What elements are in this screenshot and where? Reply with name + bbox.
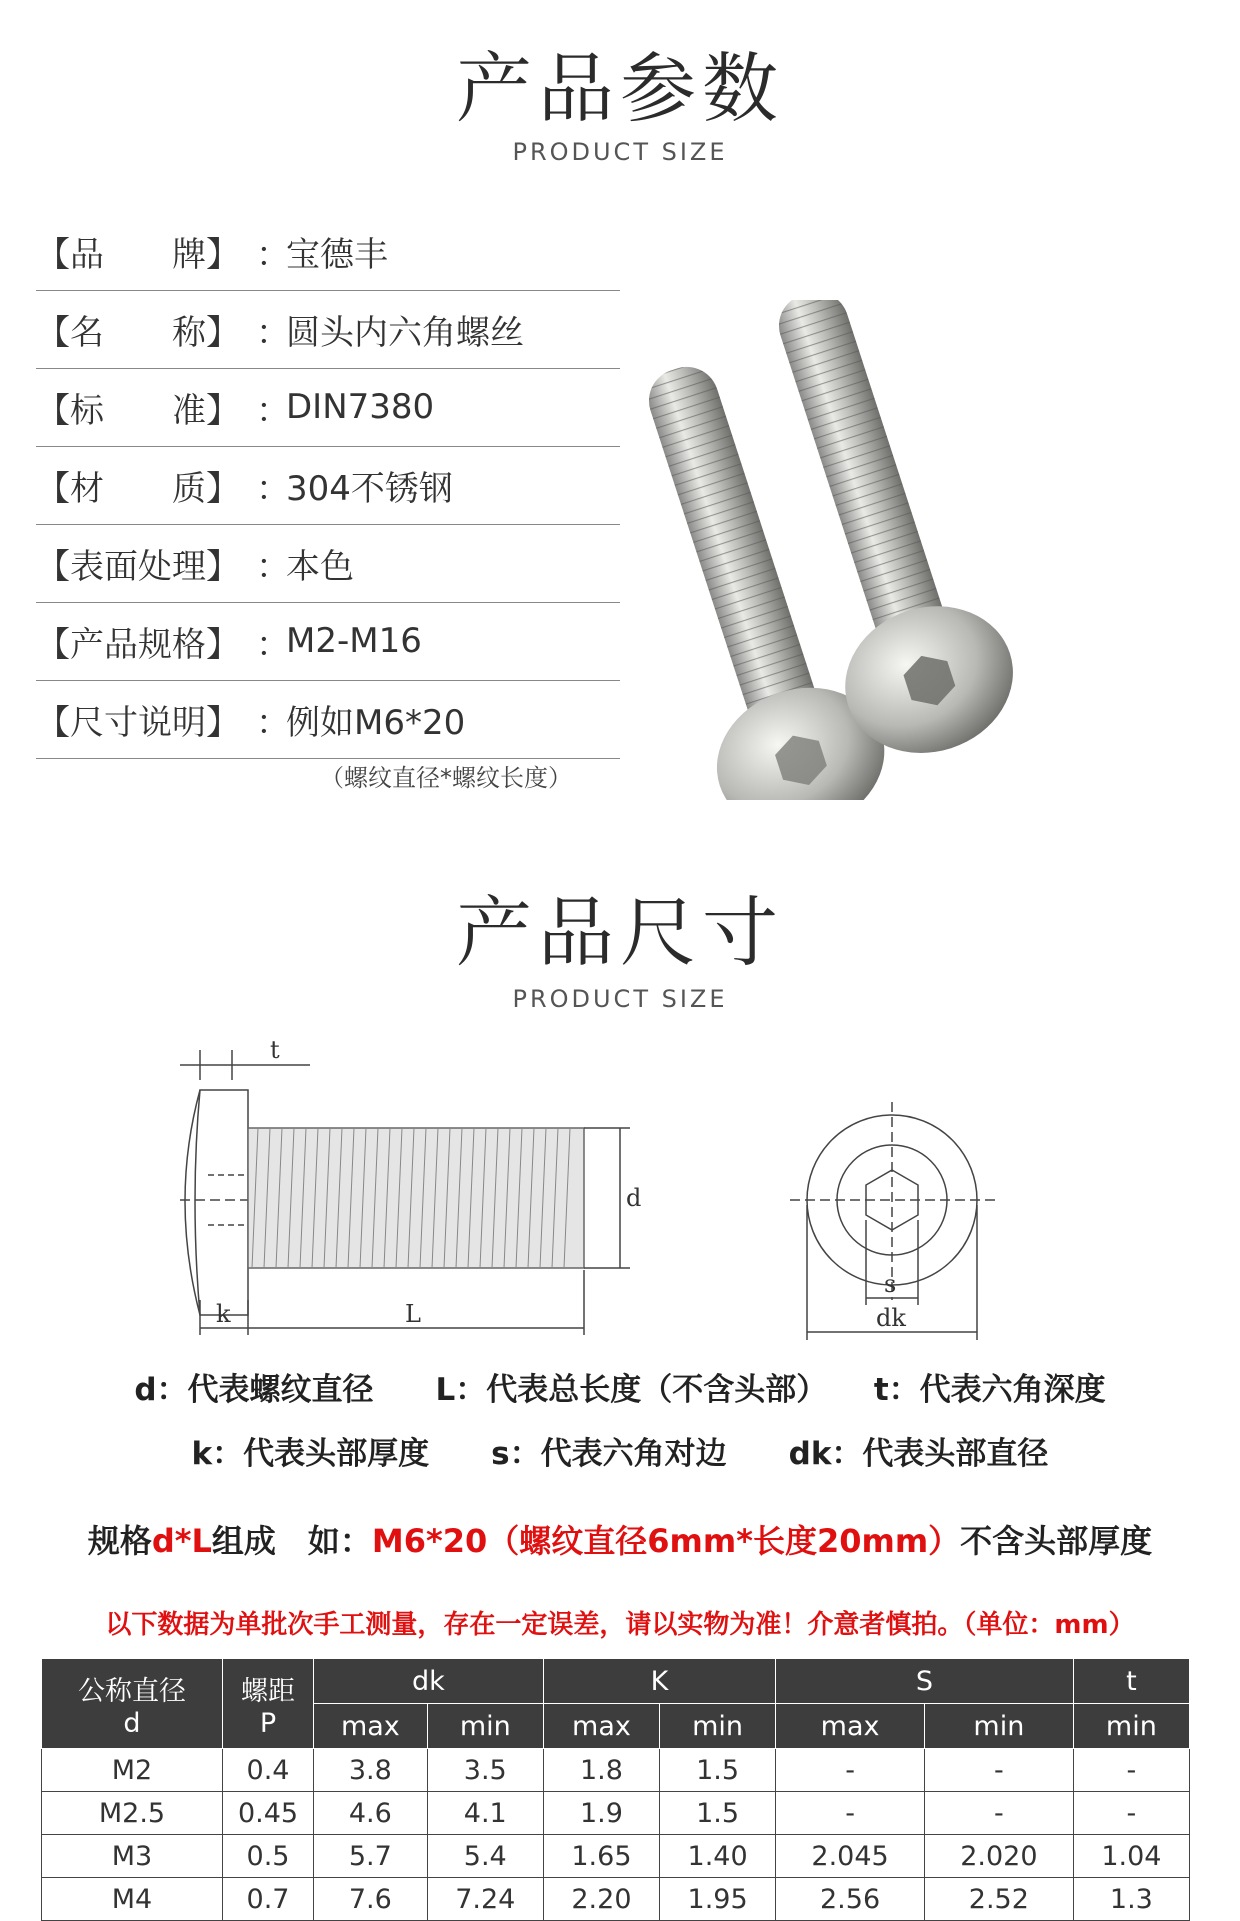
param-sep: ： <box>256 390 290 431</box>
param-row-surface <box>36 524 620 603</box>
dim-label-t: t <box>270 1036 280 1064</box>
col-dk: dk <box>314 1659 544 1704</box>
sub-dk-max: max <box>314 1704 428 1749</box>
legend-line-1 <box>0 1364 1240 1409</box>
legend-L: L：代表总长度（不含头部） <box>435 1372 812 1408</box>
sub-s-max: max <box>776 1704 925 1749</box>
table-row: M4 0.7 7.6 7.24 2.20 1.95 2.56 2.52 1.3 <box>42 1878 1190 1921</box>
dimension-drawing <box>150 1010 1050 1340</box>
col-k: K <box>543 1659 775 1704</box>
param-label: 【材 质】 <box>36 468 240 509</box>
param-row-size-desc <box>36 680 620 759</box>
param-label: 【尺寸说明】 <box>36 702 240 743</box>
param-row-standard <box>36 368 620 447</box>
param-value: 圆头内六角螺丝 <box>286 312 524 353</box>
bolt-product-image <box>640 300 1210 800</box>
params-title: 产品参数 <box>456 44 784 133</box>
sub-s-min: min <box>924 1704 1073 1749</box>
param-row-name <box>36 290 620 369</box>
param-label: 【产品规格】 <box>36 624 240 665</box>
param-label: 【名 称】 <box>36 312 240 353</box>
table-row: M3 0.5 5.7 5.4 1.65 1.40 2.045 2.020 1.04 <box>42 1835 1190 1878</box>
param-value: 例如M6*20 <box>286 702 466 743</box>
param-sep: ： <box>256 468 290 509</box>
param-row-spec <box>36 602 620 681</box>
dimension-table <box>41 1658 1190 1921</box>
sub-k-max: max <box>543 1704 659 1749</box>
param-sep: ： <box>256 702 290 743</box>
param-value: 本色 <box>286 546 354 587</box>
param-label: 【品 牌】 <box>36 234 240 275</box>
params-subtitle: PRODUCT SIZE <box>512 138 728 166</box>
param-sep: ： <box>256 546 290 587</box>
param-sep: ： <box>256 312 290 353</box>
col-nominal-diameter: 公称直径 d <box>42 1659 223 1749</box>
table-header-row <box>42 1659 1190 1704</box>
param-value: DIN7380 <box>286 387 435 427</box>
legend-k: k：代表头部厚度 <box>191 1436 430 1472</box>
param-note: （螺纹直径*螺纹长度） <box>320 764 572 792</box>
param-value: 304不锈钢 <box>286 468 453 509</box>
table-row: M2 0.4 3.8 3.5 1.8 1.5 - - - <box>42 1749 1190 1792</box>
table-row: M2.5 0.45 4.6 4.1 1.9 1.5 - - - <box>42 1792 1190 1835</box>
measurement-notice: 以下数据为单批次手工测量，存在一定误差，请以实物为准！介意者慎拍。（单位：mm） <box>105 1610 1135 1640</box>
legend-dk: dk：代表头部直径 <box>788 1436 1049 1472</box>
size-subtitle: PRODUCT SIZE <box>512 985 728 1013</box>
size-title: 产品尺寸 <box>456 888 784 977</box>
legend-line-2 <box>0 1428 1240 1473</box>
legend-t: t：代表六角深度 <box>873 1372 1106 1408</box>
legend-d: d：代表螺纹直径 <box>134 1372 374 1408</box>
param-value: M2-M16 <box>286 621 422 661</box>
sub-t-min: min <box>1073 1704 1189 1749</box>
sub-k-min: min <box>660 1704 776 1749</box>
param-sep: ： <box>256 624 290 665</box>
dim-label-L: L <box>405 1300 421 1328</box>
spec-part-4: M6*20（螺纹直径6mm*长度20mm） <box>371 1522 961 1560</box>
spec-part-2: d*L <box>151 1522 212 1560</box>
dim-label-k: k <box>216 1300 231 1328</box>
spec-part-3: 组成 如： <box>211 1522 372 1560</box>
param-row-brand <box>36 212 620 291</box>
param-value: 宝德丰 <box>286 234 388 275</box>
col-s: S <box>776 1659 1074 1704</box>
spec-part-5: 不含头部厚度 <box>960 1522 1153 1560</box>
param-label: 【标 准】 <box>36 390 240 431</box>
dim-label-d: d <box>626 1184 642 1212</box>
spec-line <box>0 1516 1240 1562</box>
param-label: 【表面处理】 <box>36 546 240 587</box>
param-sep: ： <box>256 234 290 275</box>
legend-s: s：代表六角对边 <box>491 1436 727 1472</box>
dim-label-s: s <box>884 1270 897 1298</box>
col-t: t <box>1073 1659 1189 1704</box>
dim-label-dk: dk <box>876 1304 906 1332</box>
spec-part-1: 规格 <box>87 1522 152 1560</box>
col-pitch: 螺距 P <box>223 1659 314 1749</box>
sub-dk-min: min <box>427 1704 543 1749</box>
param-row-material <box>36 446 620 525</box>
